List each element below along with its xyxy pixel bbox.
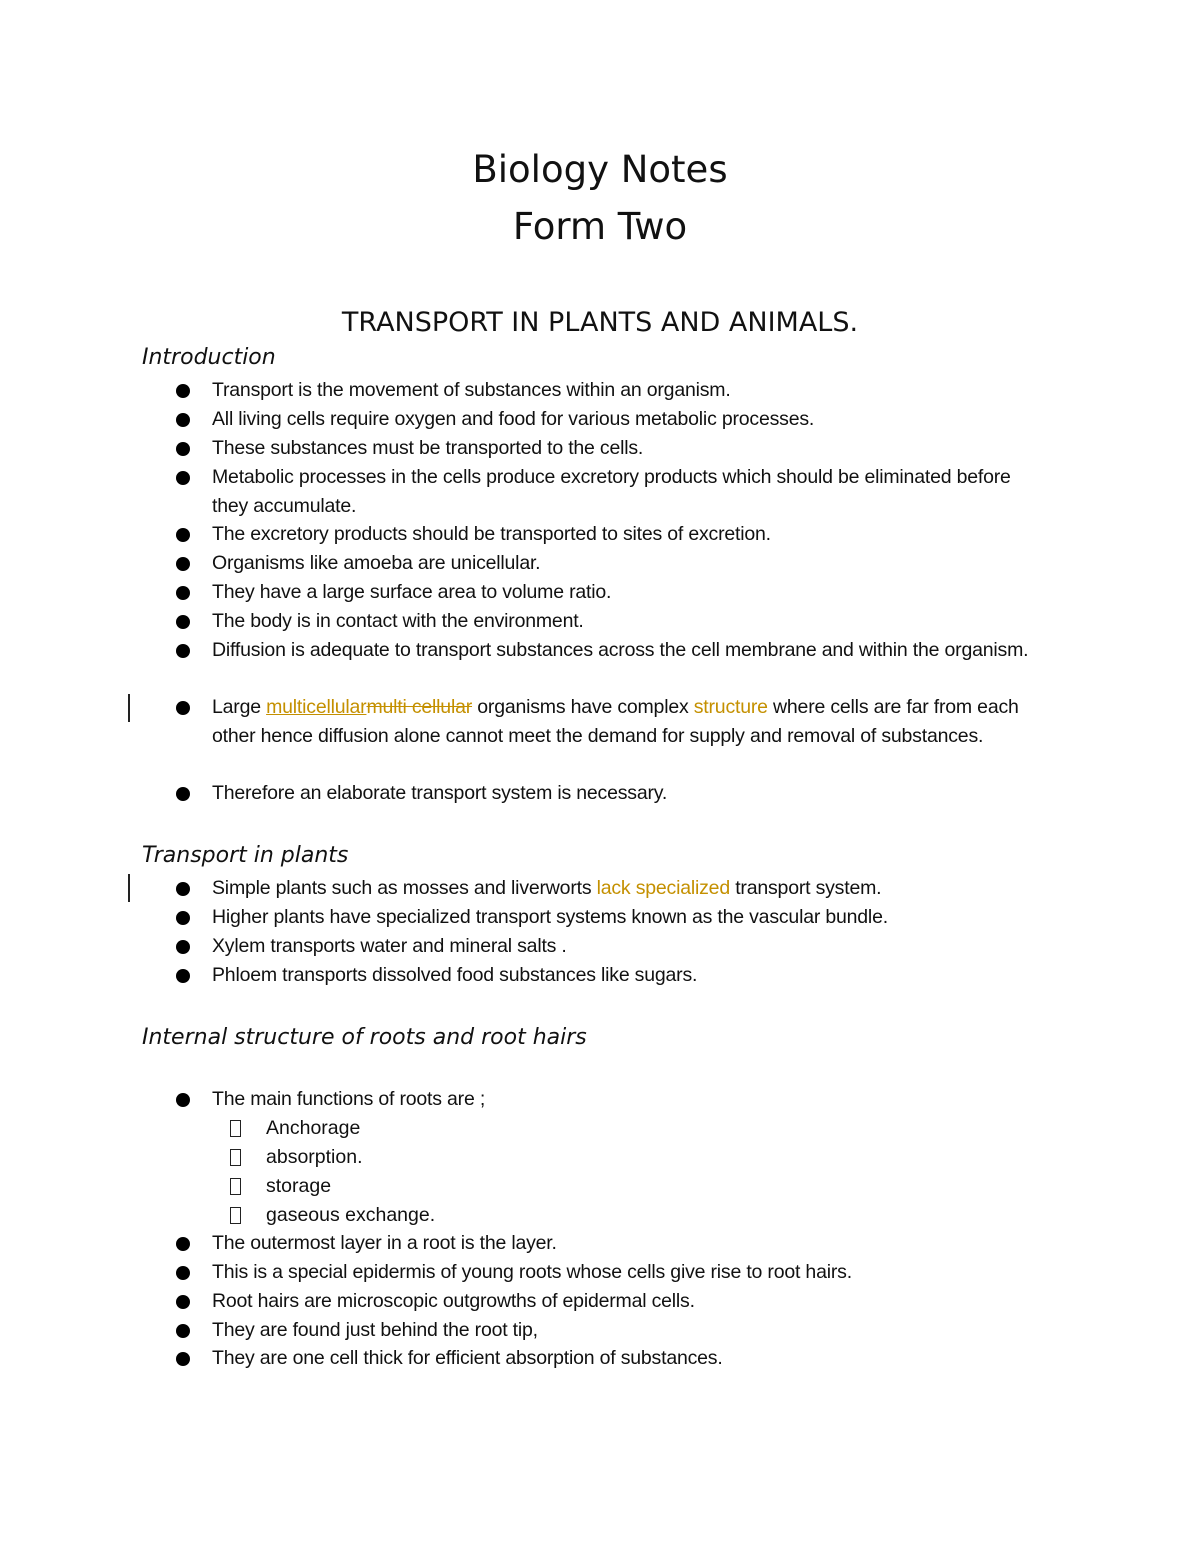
bullet-icon [176, 969, 190, 983]
list-item-text: Transport is the movement of substances within an organism. [212, 379, 731, 401]
change-bar-icon [128, 874, 130, 902]
list-item-text: Organisms like amoeba are unicellular. [212, 552, 541, 574]
list-item-text: The main functions of roots are ; [212, 1088, 486, 1110]
list-item-text: Therefore an elaborate transport system is necessary. [212, 782, 668, 804]
document-title: Biology Notes [472, 148, 728, 191]
section-heading-roots: Internal structure of roots and root hairs [142, 1025, 587, 1050]
tracked-deletion[interactable]: multi cellular [366, 696, 473, 718]
bullet-icon [176, 1295, 190, 1309]
list-item-text: Phloem transports dissolved food substances like sugars. [212, 964, 698, 986]
bullet-icon [176, 701, 190, 715]
bullet-icon [176, 615, 190, 629]
bullet-icon [176, 644, 190, 658]
bullet-icon [176, 1237, 190, 1251]
bullet-icon [176, 1093, 190, 1107]
list-item-text [212, 693, 1042, 750]
sub-list-item-text: absorption. [266, 1146, 363, 1168]
list-item-text: Higher plants have specialized transport systems known as the vascular bundle. [212, 906, 888, 928]
list-item-text: They are one cell thick for efficient absorption of substances. [212, 1347, 723, 1369]
list-item-text: Root hairs are microscopic outgrowths of epidermal cells. [212, 1290, 695, 1312]
list-item-text: The body is in contact with the environment. [212, 610, 584, 632]
square-bullet-icon [230, 1207, 241, 1224]
section-heading-introduction: Introduction [142, 345, 276, 370]
bullet-icon [176, 413, 190, 427]
bullet-icon [176, 787, 190, 801]
document-subtitle: Form Two [512, 205, 688, 248]
text-segment: organisms have complex [472, 696, 694, 718]
list-item-text: All living cells require oxygen and food for various metabolic processes. [212, 408, 815, 430]
text-segment: Large [212, 696, 267, 718]
bullet-icon [176, 940, 190, 954]
tracked-insertion[interactable]: multicellular [266, 696, 367, 718]
highlighted-text: lack specialized [596, 877, 730, 899]
list-item-text: These substances must be transported to the cells. [212, 437, 644, 459]
text-segment: transport system. [729, 877, 882, 899]
square-bullet-icon [230, 1178, 241, 1195]
bullet-icon [176, 442, 190, 456]
bullet-icon [176, 882, 190, 896]
sub-list-item-text: storage [266, 1175, 332, 1197]
text-segment: Simple plants such as mosses and liverworts [212, 877, 597, 899]
bullet-icon [176, 528, 190, 542]
bullet-icon [176, 1324, 190, 1338]
bullet-icon [176, 1266, 190, 1280]
bullet-icon [176, 471, 190, 485]
list-item-text: This is a special epidermis of young roots whose cells give rise to root hairs. [212, 1261, 852, 1283]
square-bullet-icon [230, 1149, 241, 1166]
bullet-icon [176, 557, 190, 571]
list-item-text: Metabolic processes in the cells produce excretory products which should be eliminated before they accumulate. [212, 466, 1011, 517]
bullet-icon [176, 586, 190, 600]
bullet-icon [176, 1352, 190, 1366]
section-heading-plants: Transport in plants [142, 843, 349, 868]
change-bar-icon [128, 694, 130, 722]
list-item-text: Diffusion is adequate to transport substances across the cell membrane and within the organism. [212, 639, 1029, 661]
topic-heading: TRANSPORT IN PLANTS AND ANIMALS. [341, 307, 859, 338]
list-item-text: The outermost layer in a root is the layer. [212, 1232, 557, 1254]
bullet-icon [176, 384, 190, 398]
list-item-text: Xylem transports water and mineral salts . [212, 935, 567, 957]
list-item-text: The excretory products should be transported to sites of excretion. [212, 523, 771, 545]
text-segment: where cells are far from each other hence diffusion alone cannot meet the demand for supply and removal of substances. [212, 696, 1019, 747]
highlighted-text: structure [693, 696, 768, 718]
bullet-icon [176, 911, 190, 925]
list-item-text [212, 874, 1042, 903]
sub-list-item-text: Anchorage [266, 1117, 361, 1139]
square-bullet-icon [230, 1120, 241, 1137]
sub-list-item-text: gaseous exchange. [266, 1204, 436, 1226]
list-item-text: They are found just behind the root tip, [212, 1319, 538, 1341]
list-item-text: They have a large surface area to volume ratio. [212, 581, 612, 603]
